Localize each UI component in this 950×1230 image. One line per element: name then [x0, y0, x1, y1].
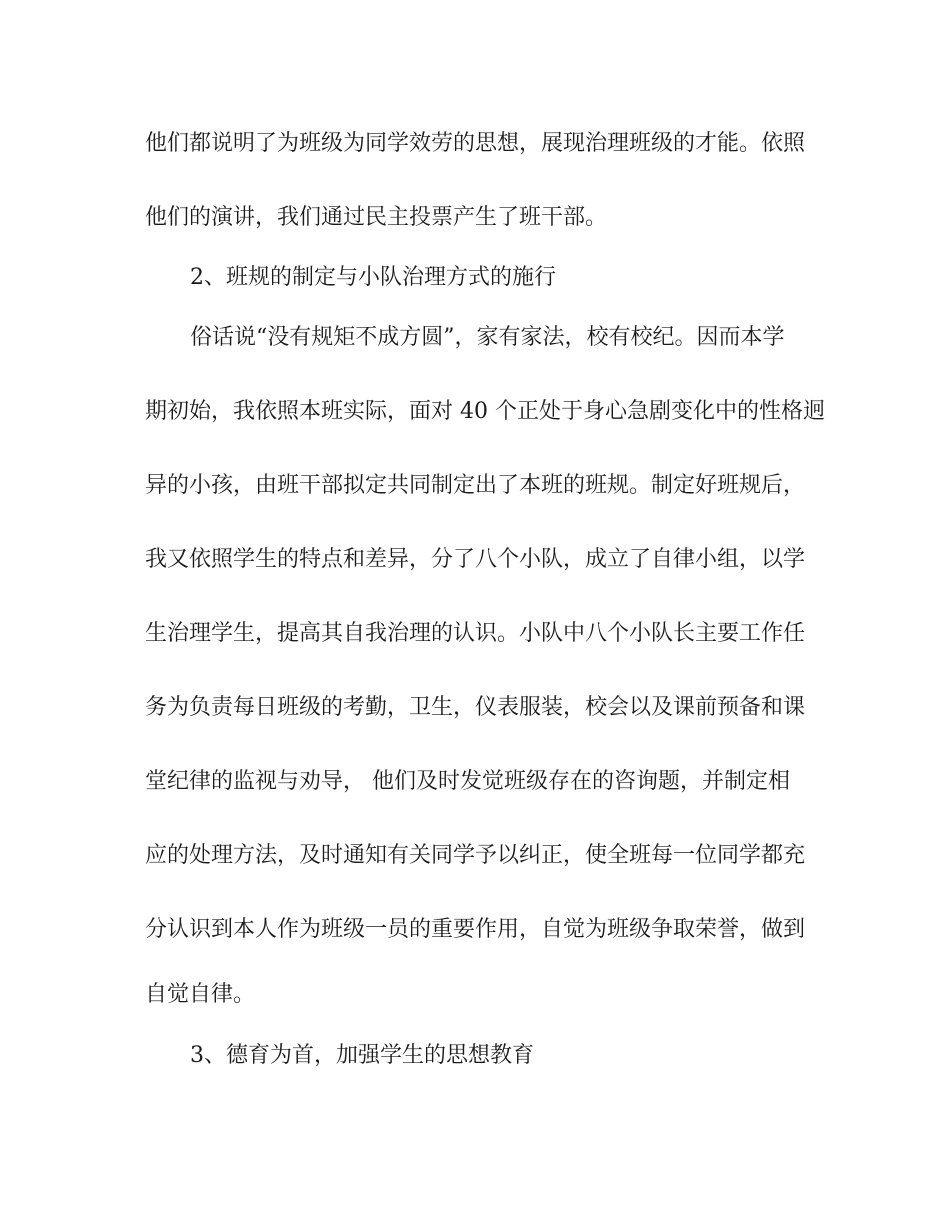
text-line: 堂纪律的监视与劝导， 他们及时发觉班级存在的咨询题，并制定相: [145, 769, 790, 794]
text-line: 他们都说明了为班级为同学效劳的思想，展现治理班级的才能。依照: [145, 131, 806, 156]
text-line: 期初始，我依照本班实际，面对 40 个正处于身心急剧变化中的性格迥: [145, 399, 825, 424]
text-line: 异的小孩，由班干部拟定共同制定出了本班的班规。制定好班规后，: [145, 473, 806, 498]
text-line: 生治理学生，提高其自我治理的认识。小队中八个小队长主要工作任: [145, 621, 806, 646]
text-line: 分认识到本人作为班级一员的重要作用，自觉为班级争取荣誉，做到: [145, 917, 806, 942]
text-line: 他们的演讲，我们通过民主投票产生了班干部。: [145, 205, 608, 230]
section-heading: 2、班规的制定与小队治理方式的施行: [190, 265, 556, 290]
text-line: 自觉自律。: [145, 982, 256, 1007]
text-line: 俗话说“没有规矩不成方圆”，家有家法，校有校纪。因而本学: [190, 325, 785, 350]
text-line: 我又依照学生的特点和差异，分了八个小队，成立了自律小组，以学: [145, 547, 806, 572]
text-line: 务为负责每日班级的考勤，卫生，仪表服装，校会以及课前预备和课: [145, 695, 806, 720]
text-line: 应的处理方法，及时通知有关同学予以纠正，使全班每一位同学都充: [145, 843, 806, 868]
section-heading: 3、德育为首，加强学生的思想教育: [190, 1043, 534, 1068]
